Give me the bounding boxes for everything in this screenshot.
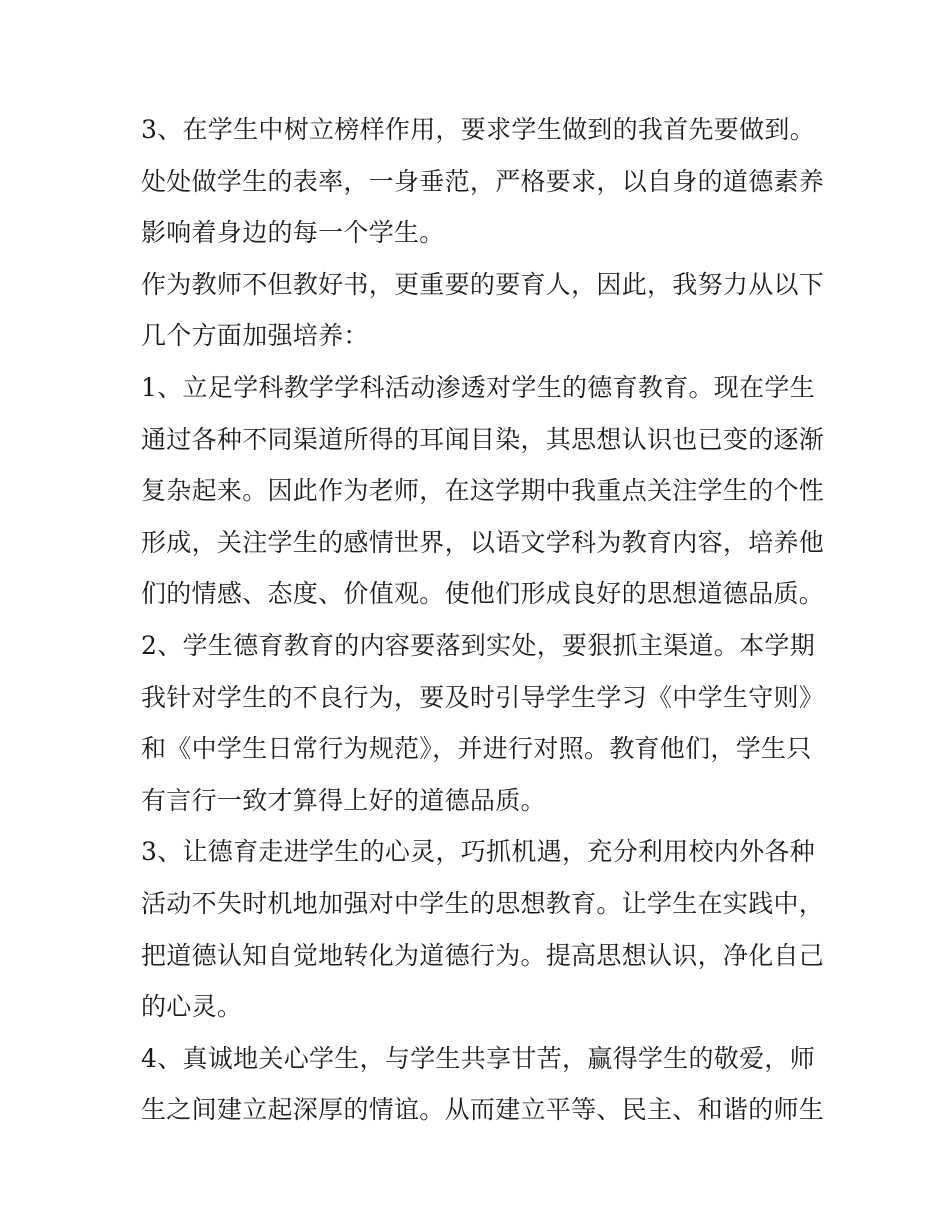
text-line: 4、真诚地关心学生，与学生共享甘苦，赢得学生的敬爱，师 — [141, 1043, 816, 1073]
text-line: 我针对学生的不良行为，要及时引导学生学习《中学生守则》 — [141, 682, 825, 712]
text-line: 影响着身边的每一个学生。 — [141, 218, 445, 248]
text-line: 们的情感、态度、价值观。使他们形成良好的思想道德品质。 — [141, 579, 825, 609]
text-line: 有言行一致才算得上好的道德品质。 — [141, 785, 546, 815]
text-line: 形成，关注学生的感情世界，以语文学科为教育内容，培养他 — [141, 527, 825, 557]
text-line: 生之间建立起深厚的情谊。从而建立平等、民主、和谐的师生 — [141, 1095, 825, 1125]
text-line: 2、学生德育教育的内容要落到实处，要狠抓主渠道。本学期 — [141, 630, 816, 660]
text-line: 和《中学生日常行为规范》，并进行对照。教育他们，学生只 — [141, 734, 812, 764]
text-line: 活动不失时机地加强对中学生的思想教育。让学生在实践中， — [141, 888, 825, 918]
text-line: 3、让德育走进学生的心灵，巧抓机遇，充分利用校内外各种 — [141, 837, 816, 867]
text-line: 通过各种不同渠道所得的耳闻目染，其思想认识也已变的逐渐 — [141, 424, 825, 454]
text-line: 复杂起来。因此作为老师，在这学期中我重点关注学生的个性 — [141, 476, 825, 506]
text-line: 1、立足学科教学学科活动渗透对学生的德育教育。现在学生 — [141, 372, 816, 402]
text-line: 处处做学生的表率，一身垂范，严格要求，以自身的道德素养 — [141, 166, 825, 196]
text-line: 3、在学生中树立榜样作用，要求学生做到的我首先要做到。 — [141, 115, 816, 144]
text-line: 几个方面加强培养： — [141, 321, 369, 351]
text-line: 的心灵。 — [141, 992, 243, 1022]
text-line: 把道德认知自觉地转化为道德行为。提高思想认识，净化自己 — [141, 940, 825, 970]
text-line: 作为教师不但教好书，更重要的要育人，因此，我努力从以下 — [141, 269, 825, 299]
document-body — [141, 104, 825, 1136]
